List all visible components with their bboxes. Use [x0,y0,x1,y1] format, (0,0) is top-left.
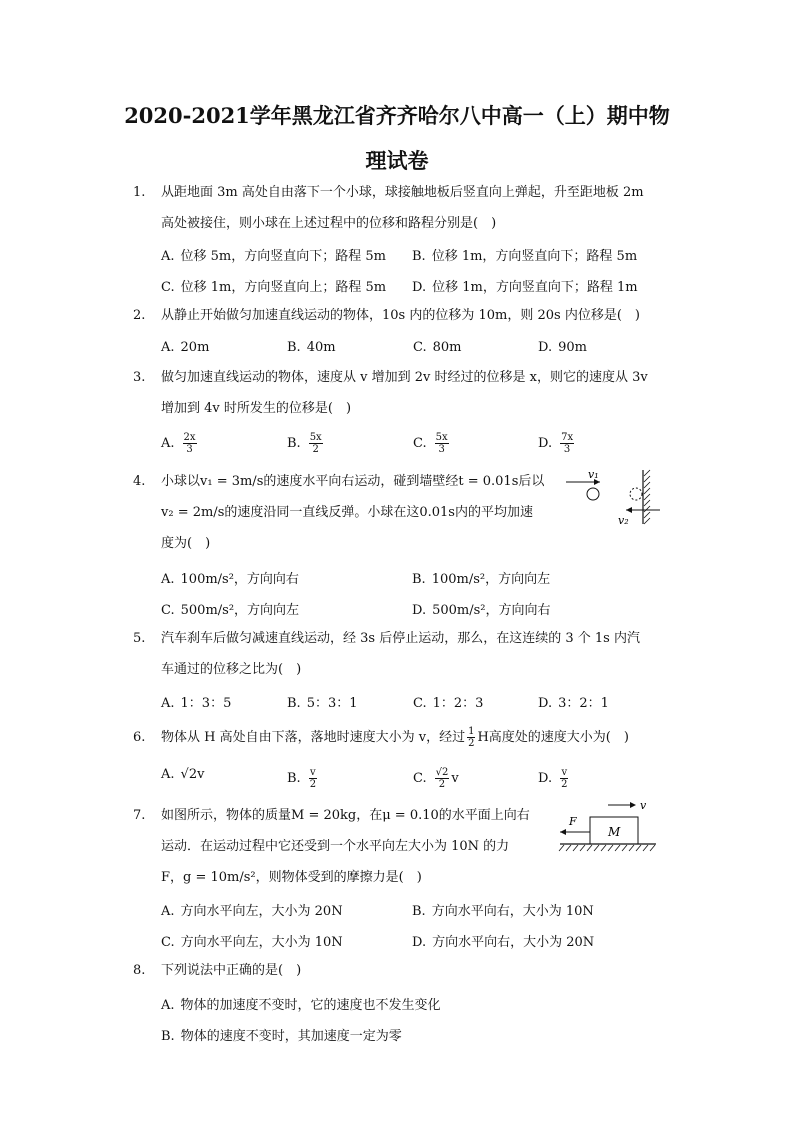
question-number: 2. [133,308,146,323]
option-d: 位移 1m，方向竖直向下；路程 1m [432,280,638,295]
option-c: 1：2：3 [432,696,484,711]
option-a: 1：3：5 [180,696,232,711]
option-d-fraction: $\frac{v}{2}$ [561,767,568,790]
block-force-figure [556,797,660,857]
question-number: 6. [133,730,146,745]
question-stem-line: 如图所示，物体的质量M = 20kg，在μ = 0.10的水平面上向右 [161,808,530,823]
option-b-fraction: $\frac{v}{2}$ [309,767,317,790]
question-6 [133,722,665,753]
option-d: 90m [558,340,587,355]
option-b-fraction: $\frac{5x}{2}$ [309,432,322,455]
option-c: 位移 1m，方向竖直向上；路程 5m [180,280,387,295]
question-stem-line: 汽车刹车后做匀减速直线运动，经 3s 后停止运动，那么，在这连续的 3 个 1s 内汽 [161,631,640,646]
question-stem-line: 运动．在运动过程中它还受到一个水平向左大小为 10N 的力 [161,839,510,854]
option-c: 方向水平向左，大小为 10N [180,935,343,950]
option-b: 方向水平向右，大小为 10N [431,904,594,919]
page-title-line2: 理试卷 [365,148,429,173]
question-number: 8. [133,963,146,978]
question-number: 3. [133,370,146,385]
svg-text:F: F [569,815,577,828]
page-title-line1: 2020-2021学年黑龙江省齐齐哈尔八中高一（上）期中物 [124,103,670,128]
option-a: √2v [180,767,205,782]
question-stem-line: 车通过的位移之比为( ) [161,662,302,677]
question-stem-line: 增加到 4v 时所发生的位移是( ) [161,401,352,416]
option-b: 物体的速度不变时，其加速度一定为零 [180,1029,402,1044]
question-8 [133,955,665,986]
svg-text:v₁: v₁ [588,468,599,481]
question-stem-line: 小球以v₁ = 3m/s的速度水平向右运动，碰到墙壁经t = 0.01s后以 [161,474,545,489]
svg-text:v: v [640,799,647,812]
question-number: 7. [133,808,146,823]
question-7 [133,800,533,893]
question-stem-line: F，g = 10m/s²，则物体受到的摩擦力是( ) [161,870,422,885]
question-stem-line: 高处被接住，则小球在上述过程中的位移和路程分别是( ) [161,216,497,231]
ball-wall-figure [560,466,665,530]
stem-fraction: $\frac{1}{2}$ [468,726,475,749]
question-stem-line: 做匀加速直线运动的物体，速度从 v 增加到 2v 时经过的位移是 x，则它的速度从 3v [161,370,648,385]
svg-text:M: M [608,825,621,839]
option-b: 5：3：1 [306,696,358,711]
question-stem-line: 下列说法中正确的是( ) [161,963,302,978]
question-5 [133,623,665,685]
option-d: 3：2：1 [558,696,609,711]
question-2 [133,300,665,331]
option-c: 80m [432,340,462,355]
option-d: 500m/s²，方向向右 [432,603,551,618]
option-a: 物体的加速度不变时，它的速度也不发生变化 [180,998,441,1013]
option-c-fraction: $\frac{5x}{3}$ [435,432,448,455]
option-b: 位移 1m，方向竖直向下；路程 5m [431,249,638,264]
option-a: 位移 5m，方向竖直向下；路程 5m [180,249,386,264]
question-number: 1. [133,185,146,200]
question-stem-line: 从静止开始做匀加速直线运动的物体，10s 内的位移为 10m，则 20s 内位移是( ) [161,308,640,323]
option-a: 100m/s²，方向向右 [180,572,299,587]
question-stem-line: 物体从 H 高处自由下落，落地时速度大小为 v，经过 $\frac{1}{2}$ H高度处的速度大小为( ) [161,726,629,749]
question-stem-line: v₂ = 2m/s的速度沿同一直线反弹。小球在这0.01s内的平均加速 [161,505,533,520]
option-b: 100m/s²，方向向左 [431,572,551,587]
svg-text:v₂: v₂ [618,514,629,527]
option-a: 方向水平向左，大小为 20N [180,904,343,919]
option-d: 方向水平向右，大小为 20N [432,935,595,950]
question-stem-line: 从距地面 3m 高处自由落下一个小球，球接触地板后竖直向上弹起，升至距地板 2m [161,185,644,200]
question-3 [133,362,665,424]
question-1 [133,177,665,239]
option-c-fraction: $\frac{√2}{2}$ [435,767,449,790]
question-4 [133,466,553,559]
question-stem-line: 度为( ) [161,536,211,551]
question-number: 5. [133,631,146,646]
option-a: 20m [180,340,210,355]
option-b: 40m [306,340,336,355]
question-number: 4. [133,474,146,489]
option-c: 500m/s²，方向向左 [180,603,300,618]
option-d-fraction: $\frac{7x}{3}$ [561,432,574,455]
option-a-fraction: $\frac{2x}{3}$ [183,432,196,455]
